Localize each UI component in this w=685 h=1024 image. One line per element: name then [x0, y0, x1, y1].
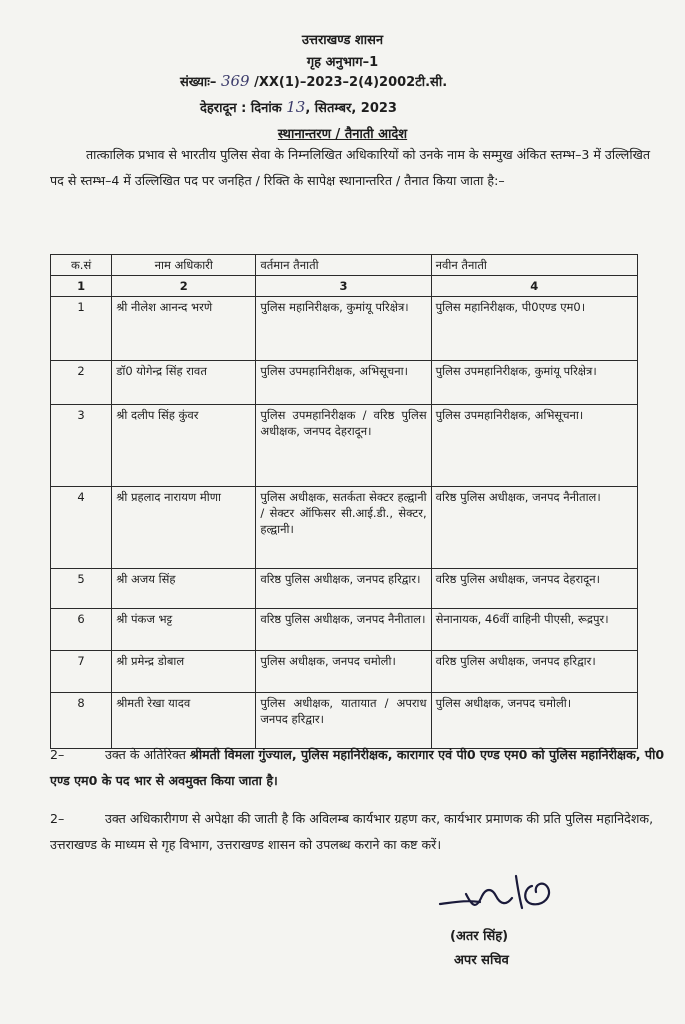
department-header: गृह अनुभाग–1 — [306, 55, 379, 70]
col-number: 4 — [431, 276, 637, 297]
paragraph-2-label: 2– — [50, 747, 65, 762]
table-row — [51, 297, 638, 361]
order-number-suffix: /XX(1)–2023–2(4)2002टी.सी. — [254, 75, 448, 90]
cell-serial: 2 — [51, 361, 112, 405]
cell-serial: 1 — [51, 297, 112, 361]
cell-serial: 8 — [51, 693, 112, 749]
cell-current: पुलिस अधीक्षक, यातायात / अपराध जनपद हरिद्वार। — [256, 693, 431, 749]
intro-paragraph: तात्कालिक प्रभाव से भारतीय पुलिस सेवा के निम्नलिखित अधिकारियों को उनके नाम के सम्मुख अंकित स्तम्भ–3 में उल्लिखित पद से स्तम्भ–4 में उल्लिखित पद पर जनहित / रिक्ति के सापेक्ष स्थानान्तरित / तैनात किया जाता है:– — [50, 147, 651, 188]
table-row — [51, 693, 638, 749]
cell-current: वरिष्ठ पुलिस अधीक्षक, जनपद नैनीताल। — [256, 609, 431, 651]
col-number: 1 — [51, 276, 112, 297]
cell-new: पुलिस उपमहानिरीक्षक, अभिसूचना। — [431, 405, 637, 487]
cell-new: पुलिस महानिरीक्षक, पी0एण्ड एम0। — [431, 297, 637, 361]
order-number-prefix: संख्याः– — [180, 75, 217, 90]
paragraph-3-text: उक्त अधिकारीगण से अपेक्षा की जाती है कि अविलम्ब कार्यभार ग्रहण कर, कार्यभार प्रमाणक की प्रति पुलिस महानिदेशक, उत्तराखण्ड के माध्यम से गृह विभाग, उत्तराखण्ड शासन को उपलब्ध कराने का कष्ट करें। — [50, 811, 654, 852]
table-row — [51, 651, 638, 693]
paragraph-2-text: उक्त के अतिरिक्त — [105, 747, 190, 762]
cell-name: श्री पंकज भट्ट — [112, 609, 256, 651]
cell-new: पुलिस अधीक्षक, जनपद चमोली। — [431, 693, 637, 749]
cell-name: श्रीमती रेखा यादव — [112, 693, 256, 749]
signature-mark — [436, 866, 576, 926]
cell-name: श्री नीलेश आनन्द भरणे — [112, 297, 256, 361]
cell-serial: 7 — [51, 651, 112, 693]
date-day-handwritten: 13 — [286, 98, 306, 116]
government-header: उत्तराखण्ड शासन — [301, 33, 384, 48]
cell-name: श्री अजय सिंह — [112, 569, 256, 609]
table-row — [51, 569, 638, 609]
signatory-designation: अपर सचिव — [454, 953, 509, 968]
cell-current: पुलिस अधीक्षक, जनपद चमोली। — [256, 651, 431, 693]
cell-serial: 3 — [51, 405, 112, 487]
cell-serial: 4 — [51, 487, 112, 569]
cell-new: वरिष्ठ पुलिस अधीक्षक, जनपद नैनीताल। — [431, 487, 637, 569]
cell-current: पुलिस अधीक्षक, सतर्कता सेक्टर हल्द्वानी / सेक्टर ऑफिसर सी.आई.डी., सेक्टर, हल्द्वानी। — [256, 487, 431, 569]
table-row — [51, 609, 638, 651]
signature-stroke — [440, 876, 549, 908]
date-prefix: देहरादून : दिनांक — [200, 101, 282, 116]
header-new-posting: नवीन तैनाती — [431, 255, 637, 276]
cell-new: सेनानायक, 46वीं वाहिनी पीएसी, रूद्रपुर। — [431, 609, 637, 651]
table-column-number-row — [51, 276, 638, 297]
paragraph-2 — [50, 742, 665, 794]
cell-current: वरिष्ठ पुलिस अधीक्षक, जनपद हरिद्वार। — [256, 569, 431, 609]
table-row — [51, 405, 638, 487]
order-subject: स्थानान्तरण / तैनाती आदेश — [277, 127, 408, 142]
cell-current: पुलिस उपमहानिरीक्षक / वरिष्ठ पुलिस अधीक्षक, जनपद देहरादून। — [256, 405, 431, 487]
cell-name: श्री प्रहलाद नारायण मीणा — [112, 487, 256, 569]
date-suffix: , सितम्बर, 2023 — [305, 101, 397, 116]
cell-new: वरिष्ठ पुलिस अधीक्षक, जनपद देहरादून। — [431, 569, 637, 609]
col-number: 2 — [112, 276, 256, 297]
cell-name: डॉ0 योगेन्द्र सिंह रावत — [112, 361, 256, 405]
table-row — [51, 361, 638, 405]
col-number: 3 — [256, 276, 431, 297]
cell-name: श्री दलीप सिंह कुंवर — [112, 405, 256, 487]
cell-serial: 6 — [51, 609, 112, 651]
cell-new: पुलिस उपमहानिरीक्षक, कुमांयू परिक्षेत्र। — [431, 361, 637, 405]
paragraph-3-label: 2– — [50, 811, 65, 826]
signatory-name: (अतर सिंह) — [450, 929, 509, 944]
paragraph-2-bold-text: श्रीमती विमला गुंज्याल, पुलिस महानिरीक्षक, कारागार एवं पी0 एण्ड एम0 को पुलिस महानिरीक्षक, पी0 एण्ड एम0 के पद भार से अवमुक्त किया जाता है। — [50, 747, 665, 788]
cell-new: वरिष्ठ पुलिस अधीक्षक, जनपद हरिद्वार। — [431, 651, 637, 693]
table-row — [51, 487, 638, 569]
header-name: नाम अधिकारी — [112, 255, 256, 276]
cell-serial: 5 — [51, 569, 112, 609]
header-current-posting: वर्तमान तैनाती — [256, 255, 431, 276]
cell-current: पुलिस उपमहानिरीक्षक, अभिसूचना। — [256, 361, 431, 405]
order-number — [180, 72, 447, 90]
order-number-handwritten: 369 — [220, 72, 250, 90]
transfer-table — [50, 254, 638, 749]
table-header-row — [51, 255, 638, 276]
paragraph-3 — [50, 806, 665, 858]
order-date — [200, 98, 397, 116]
cell-current: पुलिस महानिरीक्षक, कुमांयू परिक्षेत्र। — [256, 297, 431, 361]
cell-name: श्री प्रमेन्द्र डोबाल — [112, 651, 256, 693]
header-serial: क.सं — [51, 255, 112, 276]
